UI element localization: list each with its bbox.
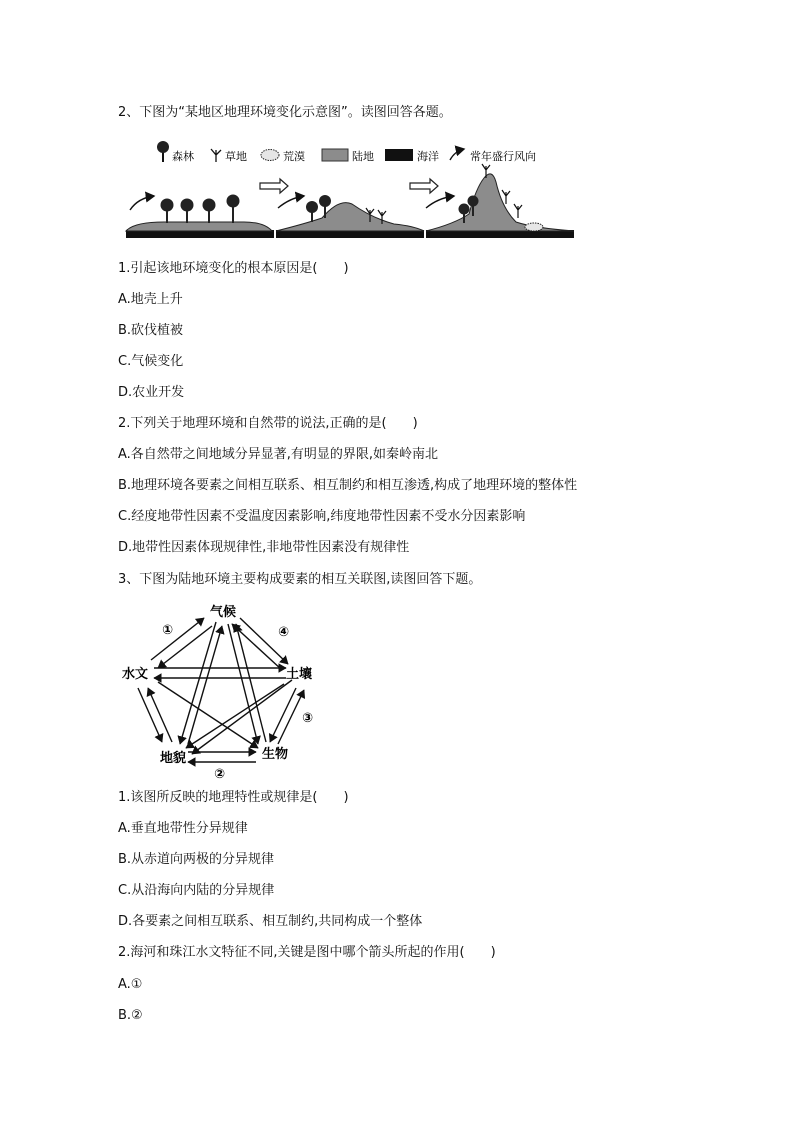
q2-sub2-option-d: D.地带性因素体现规律性,非地带性因素没有规律性 — [118, 540, 410, 555]
legend-land-label: 陆地 — [352, 150, 374, 163]
legend-forest-label: 森林 — [172, 150, 194, 163]
q3-sub2-option-b: B.② — [118, 1008, 143, 1023]
marker-2: ② — [214, 767, 226, 780]
environment-change-figure — [124, 138, 576, 242]
q3-intro: 3、下图为陆地环境主要构成要素的相互关联图,读图回答下题。 — [118, 572, 482, 587]
grass-legend-icon — [211, 149, 221, 162]
legend — [157, 141, 536, 163]
q3-sub1-option-b: B.从赤道向两极的分异规律 — [118, 852, 275, 867]
q2-sub1-option-c: C.气候变化 — [118, 354, 184, 369]
legend-grass-label: 草地 — [225, 150, 247, 163]
q2-sub1-option-b: B.砍伐植被 — [118, 323, 184, 338]
legend-ocean-label: 海洋 — [417, 150, 439, 163]
marker-4: ④ — [278, 625, 290, 640]
q2-sub1-option-d: D.农业开发 — [118, 385, 185, 400]
transition-arrow-1 — [260, 179, 288, 193]
panel-stage-2 — [276, 195, 424, 238]
q3-sub1-option-d: D.各要素之间相互联系、相互制约,共同构成一个整体 — [118, 914, 423, 929]
node-hydrology: 水文 — [122, 667, 149, 682]
q3-sub1-option-a: A.垂直地带性分异规律 — [118, 821, 248, 836]
q3-sub2-stem: 2.海河和珠江水文特征不同,关键是图中哪个箭头所起的作用( ) — [118, 945, 496, 960]
q2-sub1-stem: 1.引起该地环境变化的根本原因是( ) — [118, 261, 349, 276]
panel-stage-1 — [126, 195, 274, 239]
node-soil: 土壤 — [286, 667, 313, 682]
q3-sub1-option-c: C.从沿海向内陆的分异规律 — [118, 883, 275, 898]
ocean-legend-icon — [385, 149, 413, 161]
panel-stage-3 — [426, 164, 574, 238]
q2-intro: 2、下图为“某地区地理环境变化示意图”。读图回答各题。 — [118, 105, 452, 120]
marker-1: ① — [162, 623, 174, 638]
q2-sub2-stem: 2.下列关于地理环境和自然带的说法,正确的是( ) — [118, 416, 418, 431]
interrelation-diagram — [118, 598, 338, 780]
transition-arrow-2 — [410, 179, 438, 193]
forest-legend-icon — [157, 141, 169, 162]
desert-legend-icon — [261, 150, 279, 161]
q3-sub2-option-a: A.① — [118, 977, 143, 992]
node-climate: 气候 — [210, 605, 237, 620]
node-biology: 生物 — [262, 747, 289, 762]
land-legend-icon — [322, 149, 348, 161]
q2-sub2-option-a: A.各自然带之间地域分异显著,有明显的界限,如秦岭南北 — [118, 447, 439, 462]
q2-sub2-option-b: B.地理环境各要素之间相互联系、相互制约和相互渗透,构成了地理环境的整体性 — [118, 478, 578, 493]
legend-desert-label: 荒漠 — [283, 150, 305, 163]
q2-sub2-option-c: C.经度地带性因素不受温度因素影响,纬度地带性因素不受水分因素影响 — [118, 509, 526, 524]
q2-sub1-option-a: A.地壳上升 — [118, 292, 183, 307]
node-landform: 地貌 — [160, 751, 187, 766]
legend-wind-label: 常年盛行风向 — [470, 150, 536, 163]
q3-sub1-stem: 1.该图所反映的地理特性或规律是( ) — [118, 790, 349, 805]
wind-legend-icon — [450, 149, 464, 160]
marker-3: ③ — [302, 711, 314, 726]
